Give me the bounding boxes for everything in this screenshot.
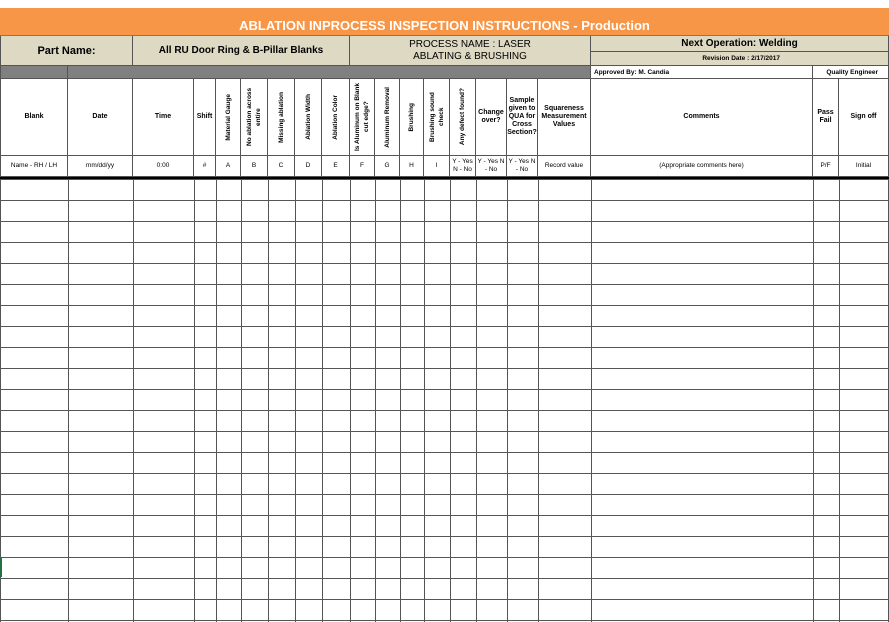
column-gridline — [322, 179, 323, 622]
col-header-any-defect-found[interactable] — [450, 79, 476, 156]
col-header-change-over[interactable] — [476, 79, 507, 156]
example-any-defect-found[interactable]: Y - Yes N - No — [450, 156, 476, 177]
gray-band-left — [0, 66, 68, 79]
example-aluminum-removal[interactable]: G — [375, 156, 400, 177]
column-gridline — [350, 179, 351, 622]
col-header-sign-off[interactable] — [839, 79, 889, 156]
column-gridline — [194, 179, 195, 622]
example-sign-off[interactable]: Initial — [839, 156, 889, 177]
col-header-label: Date — [92, 113, 108, 120]
column-gridline — [591, 179, 592, 622]
col-header-label: Ablation Color — [332, 94, 339, 140]
example-ablation-color[interactable]: E — [322, 156, 350, 177]
column-gridline — [476, 179, 477, 622]
part-name-value[interactable]: All RU Door Ring & B-Pillar Blanks — [133, 36, 350, 66]
part-name-label[interactable]: Part Name: — [0, 36, 133, 66]
col-header-is-aluminum-on-blank-cut-edge[interactable] — [350, 79, 375, 156]
example-brushing[interactable]: H — [400, 156, 424, 177]
example-ablation-width[interactable]: D — [295, 156, 322, 177]
example-brushing-sound-check[interactable]: I — [424, 156, 450, 177]
next-operation[interactable]: Next Operation: Welding — [591, 36, 889, 52]
col-header-label: Missing ablation — [277, 91, 285, 143]
col-header-label: Comments — [683, 113, 720, 120]
col-header-label: Sign off — [850, 113, 877, 120]
col-header-label: Sample given to QUA for Cross Section? — [507, 97, 537, 136]
col-header-label: Aluminum Removal — [383, 86, 391, 148]
quality-engineer[interactable]: Quality Engineer — [813, 66, 889, 79]
process-name-line1: PROCESS NAME : LASER — [409, 38, 531, 50]
example-date[interactable]: mm/dd/yy — [68, 156, 133, 177]
column-gridline — [375, 179, 376, 622]
example-comments[interactable]: (Appropriate comments here) — [591, 156, 813, 177]
example-change-over[interactable]: Y - Yes N - No — [476, 156, 507, 177]
col-header-squareness-measurement-values[interactable] — [538, 79, 591, 156]
selected-row-marker — [0, 557, 2, 577]
example-time[interactable]: 0:00 — [133, 156, 194, 177]
column-gridline — [0, 179, 1, 622]
col-header-blank[interactable] — [0, 79, 68, 156]
col-header-label: Any defect found? — [459, 88, 466, 146]
col-header-comments[interactable] — [591, 79, 813, 156]
col-header-label: Pass Fail — [817, 109, 834, 124]
col-header-aluminum-removal[interactable] — [375, 79, 400, 156]
example-shift[interactable]: # — [194, 156, 216, 177]
col-header-pass-fail[interactable] — [813, 79, 839, 156]
col-header-brushing[interactable] — [400, 79, 424, 156]
sheet-title: ABLATION INPROCESS INSPECTION INSTRUCTIONS - Production — [0, 8, 889, 36]
approved-by[interactable]: Approved By: M. Candia — [591, 66, 813, 79]
process-name[interactable] — [350, 36, 591, 66]
example-missing-ablation[interactable]: C — [268, 156, 295, 177]
column-gridline — [813, 179, 814, 622]
col-header-label: Blank — [24, 113, 44, 120]
col-header-brushing-sound-check[interactable] — [424, 79, 450, 156]
col-header-shift[interactable] — [194, 79, 216, 156]
col-header-time[interactable] — [133, 79, 194, 156]
column-gridline — [216, 179, 217, 622]
col-header-date[interactable] — [68, 79, 133, 156]
column-gridline — [68, 179, 69, 622]
col-header-label: No ablation across entire — [246, 87, 262, 147]
col-header-label: Ablation Width — [304, 94, 312, 140]
col-header-label: Squareness Measurement Values — [541, 105, 587, 128]
example-blank[interactable]: Name - RH / LH — [0, 156, 68, 177]
col-header-label: Shift — [196, 113, 213, 120]
example-sample-given-to-qua-for-cross-section[interactable]: Y - Yes N - No — [507, 156, 538, 177]
column-gridline — [507, 179, 508, 622]
process-name-line2: ABLATING & BRUSHING — [413, 50, 527, 62]
column-gridline — [839, 179, 840, 622]
column-gridline — [424, 179, 425, 622]
col-header-missing-ablation[interactable] — [268, 79, 295, 156]
col-header-label: Time — [154, 113, 172, 120]
col-header-no-ablation-across-entire[interactable] — [241, 79, 268, 156]
example-material-gauge[interactable]: A — [216, 156, 241, 177]
column-gridline — [450, 179, 451, 622]
example-is-aluminum-on-blank-cut-edge[interactable]: F — [350, 156, 375, 177]
column-gridline — [538, 179, 539, 622]
col-header-label: Material Gauge — [224, 93, 232, 141]
example-no-ablation-across-entire[interactable]: B — [241, 156, 268, 177]
gray-band — [68, 66, 591, 79]
example-pass-fail[interactable]: P/F — [813, 156, 839, 177]
col-header-material-gauge[interactable] — [216, 79, 241, 156]
column-gridline — [268, 179, 269, 622]
col-header-label: Brushing — [408, 102, 415, 132]
col-header-sample-given-to-qua-for-cross-section[interactable] — [507, 79, 538, 156]
col-header-label: Brushing sound check — [428, 92, 445, 142]
column-gridline — [295, 179, 296, 622]
example-squareness-measurement-values[interactable]: Record value — [538, 156, 591, 177]
col-header-ablation-color[interactable] — [322, 79, 350, 156]
revision-date[interactable]: Revision Date : 2/17/2017 — [591, 52, 889, 66]
column-gridline — [133, 179, 134, 622]
col-header-ablation-width[interactable] — [295, 79, 322, 156]
col-header-label: Is Aluminum on Blank cut edge? — [354, 83, 370, 152]
column-gridline — [241, 179, 242, 622]
column-gridline — [400, 179, 401, 622]
col-header-label: Change over? — [478, 109, 504, 124]
